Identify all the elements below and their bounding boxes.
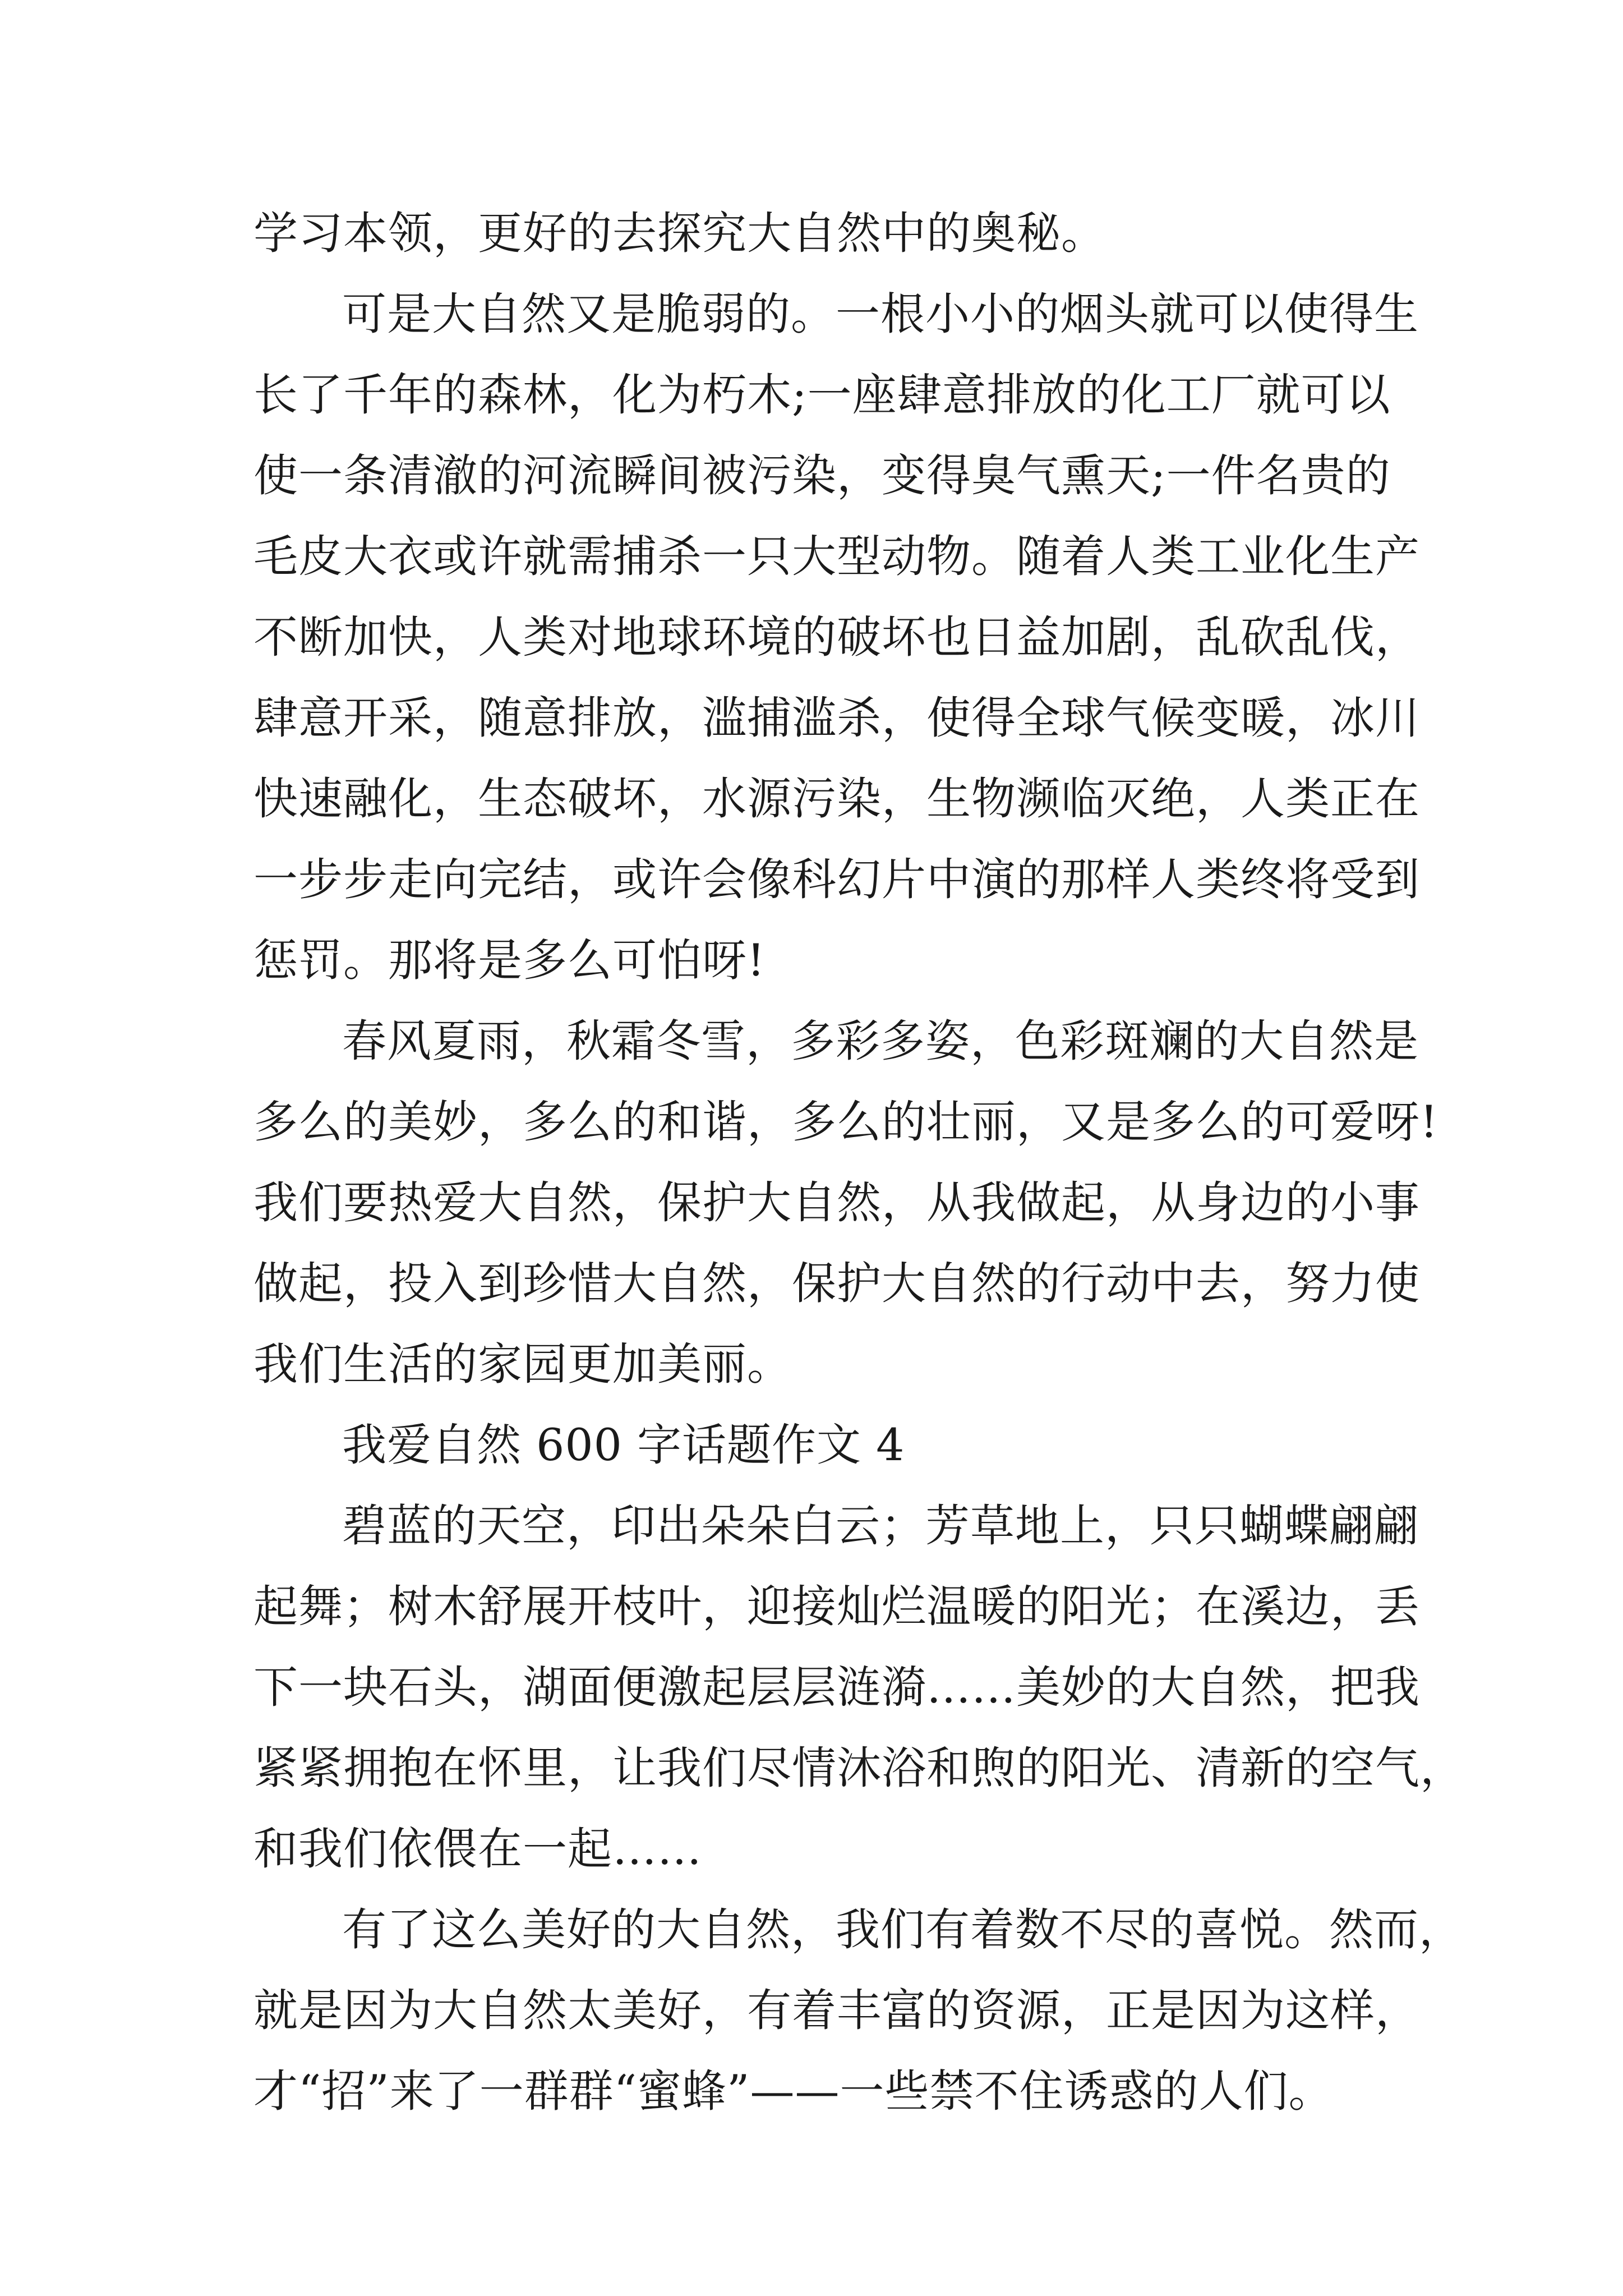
text-line: 才“招”来了一群群“蜜蜂”——一些禁不住诱惑的人们。 (253, 2065, 1334, 2117)
paragraph-first-line: 可是大自然又是脆弱的。一根小小的烟头就可以使得生 (342, 288, 1419, 340)
text-line: 学习本领，更好的去探究大自然中的奥秘。 (253, 208, 1106, 259)
document-body (253, 193, 1465, 2132)
text-line: 快速融化，生态破坏，水源污染，生物濒临灭绝，人类正在 (253, 773, 1420, 825)
paragraph-first-line: 有了这么美好的大自然，我们有着数不尽的喜悦。然而， (342, 1904, 1464, 1955)
text-line: 下一块石头，湖面便激起层层涟漪……美妙的大自然，把我 (253, 1662, 1420, 1713)
text-line: 惩罚。那将是多么可怕呀! (253, 935, 766, 986)
section-heading: 我爱自然 600 字话题作文 4 (342, 1419, 905, 1471)
text-line: 使一条清澈的河流瞬间被污染，变得臭气熏天;一件名贵的 (253, 450, 1391, 501)
text-line: 长了千年的森林，化为朽木;一座肆意排放的化工厂就可以 (253, 369, 1391, 421)
text-line: 一步步走向完结，或许会像科幻片中演的那样人类终将受到 (253, 854, 1420, 905)
text-line: 多么的美妙，多么的和谐，多么的壮丽，又是多么的可爱呀! (253, 1096, 1438, 1148)
text-line: 我们要热爱大自然，保护大自然，从我做起，从身边的小事 (253, 1177, 1420, 1228)
text-line: 起舞；树木舒展开枝叶，迎接灿烂温暖的阳光；在溪边，丢 (253, 1581, 1420, 1632)
text-line: 肆意开采，随意排放，滥捕滥杀，使得全球气候变暖，冰川 (253, 692, 1420, 744)
text-line: 不断加快，人类对地球环境的破坏也日益加剧，乱砍乱伐， (253, 611, 1420, 663)
paragraph-first-line: 春风夏雨，秋霜冬雪，多彩多姿，色彩斑斓的大自然是 (342, 1015, 1419, 1067)
text-line: 就是因为大自然太美好，有着丰富的资源，正是因为这样， (253, 1985, 1420, 2036)
text-line: 我们生活的家园更加美丽。 (253, 1338, 792, 1390)
text-line: 紧紧拥抱在怀里，让我们尽情沐浴和煦的阳光、清新的空气， (253, 1742, 1465, 1794)
text-line: 和我们依偎在一起…… (253, 1823, 702, 1875)
text-line: 做起，投入到珍惜大自然，保护大自然的行动中去，努力使 (253, 1258, 1420, 1309)
text-line: 毛皮大衣或许就需捕杀一只大型动物。随着人类工业化生产 (253, 531, 1420, 582)
paragraph-first-line: 碧蓝的天空，印出朵朵白云；芳草地上，只只蝴蝶翩翩 (342, 1500, 1419, 1552)
